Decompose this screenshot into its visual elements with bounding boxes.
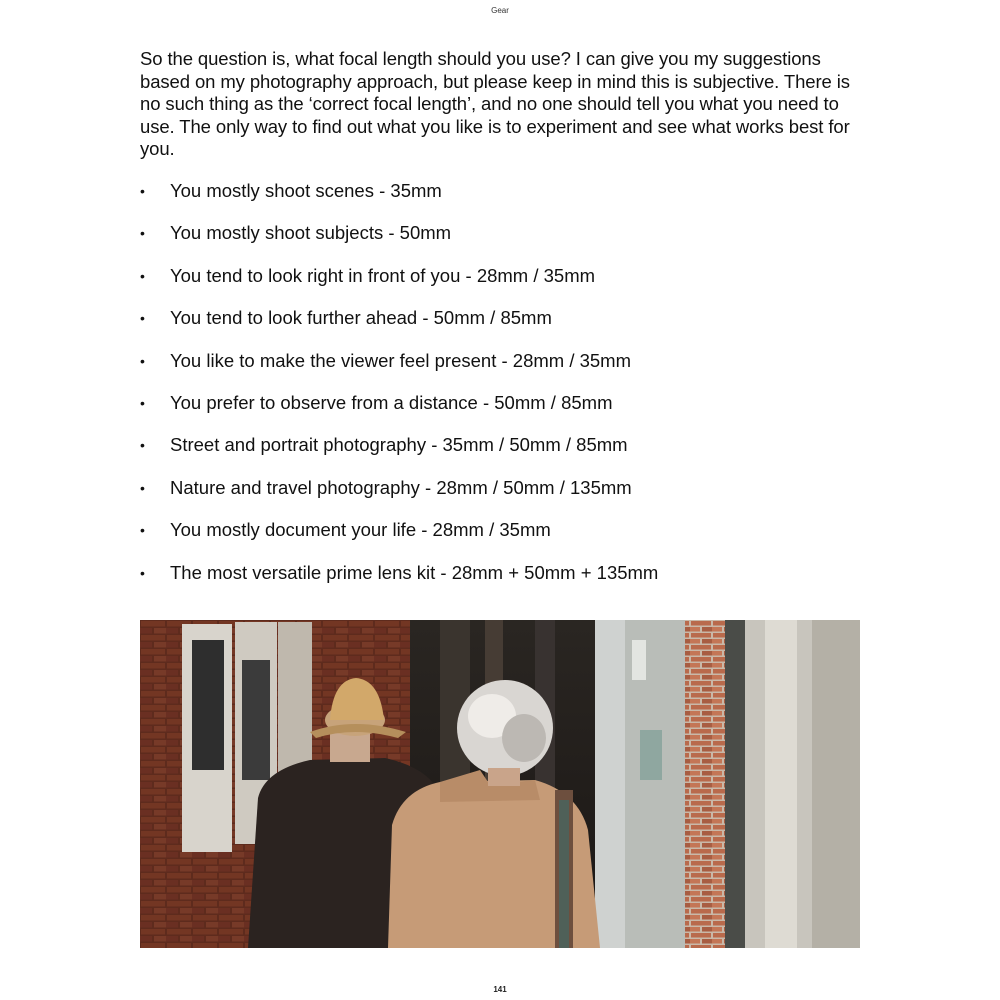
list-item <box>140 348 862 390</box>
bullet-dot-icon: • <box>140 267 145 284</box>
list-item <box>140 305 862 347</box>
list-item <box>140 263 862 305</box>
list-item-text: You prefer to observe from a distance - 50mm / 85mm <box>170 391 613 413</box>
bullet-dot-icon: • <box>140 183 145 199</box>
list-item-text: You like to make the viewer feel present - 28mm / 35mm <box>170 349 631 371</box>
list-item <box>140 517 862 559</box>
bullet-dot-icon: • <box>140 479 145 496</box>
list-item <box>140 560 862 602</box>
street-photo <box>140 620 860 948</box>
running-header: Gear <box>491 6 509 15</box>
list-item-text: Street and portrait photography - 35mm / 50mm / 85mm <box>170 434 628 456</box>
list-item-text: You mostly shoot scenes - 35mm <box>170 180 442 201</box>
bullet-dot-icon: • <box>140 564 145 581</box>
list-item <box>140 432 862 474</box>
page-number: 141 <box>493 985 507 994</box>
list-item <box>140 390 862 432</box>
list-item-text: The most versatile prime lens kit - 28mm + 50mm + 135mm <box>170 561 659 583</box>
bullet-dot-icon: • <box>140 310 145 327</box>
bullet-dot-icon: • <box>140 225 145 242</box>
list-item-text: You mostly document your life - 28mm / 35mm <box>170 519 551 541</box>
list-item-text: You tend to look further ahead - 50mm / 85mm <box>170 307 552 329</box>
list-item-text: You tend to look right in front of you - 28mm / 35mm <box>170 264 596 286</box>
intro-paragraph: So the question is, what focal length should you use? I can give you my suggestions based on my photography approach, but please keep in mind this is subjective. There is no such thing as the ‘correct focal length’, and no one should tell you what you need to use. The only way to find out what you like is to experiment and see what works best for you. <box>140 48 850 159</box>
list-item <box>140 220 862 262</box>
list-item <box>140 475 862 517</box>
focal-length-list <box>140 178 862 602</box>
bullet-dot-icon: • <box>140 352 145 369</box>
bullet-dot-icon: • <box>140 522 145 539</box>
list-item-text: Nature and travel photography - 28mm / 50mm / 135mm <box>170 476 632 498</box>
alley-couple-illustration <box>140 620 860 948</box>
list-item-text: You mostly shoot subjects - 50mm <box>170 222 452 244</box>
list-item <box>140 178 862 220</box>
bullet-dot-icon: • <box>140 394 145 411</box>
bullet-dot-icon: • <box>140 437 145 454</box>
